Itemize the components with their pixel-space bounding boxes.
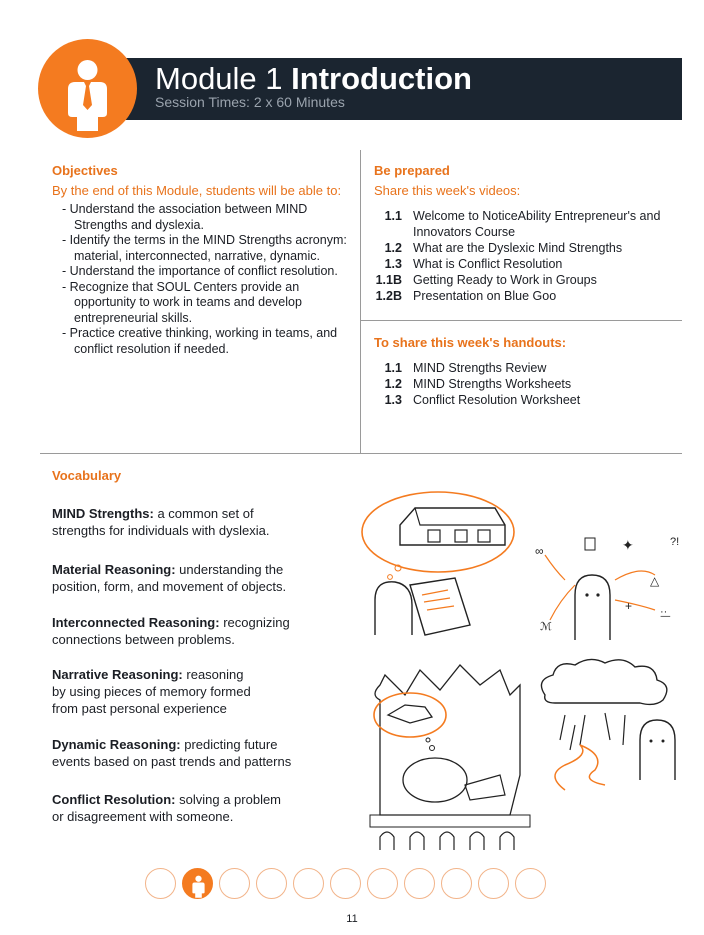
interconnected-reasoning-illustration	[530, 530, 690, 650]
money-icon[interactable]	[478, 868, 509, 899]
module-icon-strip	[145, 868, 546, 899]
vocab-entry: Interconnected Reasoning: recognizing connections between problems.	[52, 615, 290, 647]
narrative-reasoning-illustration	[360, 655, 540, 855]
handout-item: 1.3 Conflict Resolution Worksheet	[384, 393, 581, 407]
handout-item: 1.2 MIND Strengths Worksheets	[384, 377, 572, 391]
section-divider	[361, 320, 682, 321]
globe-icon[interactable]	[515, 868, 546, 899]
handout-list	[372, 360, 672, 408]
vocab-entry: Narrative Reasoning: reasoning by using pieces of memory formed from past personal experience	[52, 667, 251, 716]
svg-text:△: △	[650, 574, 660, 588]
svg-text:+: +	[625, 599, 633, 613]
objectives-section	[52, 163, 347, 357]
idea-icon[interactable]	[293, 868, 324, 899]
brain-icon[interactable]	[145, 868, 176, 899]
dynamic-reasoning-illustration	[535, 655, 685, 795]
objective-item: - Understand the association between MIND Strengths and dyslexia.	[62, 202, 308, 232]
page-title: Module 1 Introduction	[155, 61, 472, 96]
session-times: Session Times: 2 x 60 Minutes	[155, 94, 345, 110]
objective-item: - Practice creative thinking, working in teams, and conflict resolution if needed.	[62, 326, 338, 356]
video-item: 1.2B Presentation on Blue Goo	[375, 289, 557, 303]
vocab-entry: Material Reasoning: understanding the position, form, and movement of objects.	[52, 562, 287, 594]
people-icon[interactable]	[256, 868, 287, 899]
vocab-entry: Conflict Resolution: solving a problem or disagreement with someone.	[52, 792, 282, 824]
handouts-heading: To share this week's handouts:	[374, 335, 567, 350]
objectives-heading: Objectives	[52, 163, 118, 178]
column-divider	[360, 150, 361, 453]
section-divider	[40, 453, 682, 454]
video-item: 1.3 What is Conflict Resolution	[384, 257, 563, 271]
svg-text:✦: ✦	[622, 537, 634, 553]
svg-text:ℳ: ℳ	[540, 621, 552, 633]
person-icon[interactable]	[182, 868, 213, 899]
svg-text:?!: ?!	[670, 536, 680, 548]
handshake-icon[interactable]	[330, 868, 361, 899]
objective-item: - Recognize that SOUL Centers provide an opportunity to work in teams and develop entrepreneurial skills.	[62, 279, 302, 325]
be-prepared-intro: Share this week's videos:	[374, 183, 521, 198]
objective-item: - Understand the importance of conflict resolution.	[62, 264, 338, 278]
team-icon[interactable]	[441, 868, 472, 899]
page-number: 11	[346, 913, 358, 925]
lightbulb-icon[interactable]	[219, 868, 250, 899]
objective-item: - Identify the terms in the MIND Strengths acronym: material, interconnected, narrative, dynamic.	[62, 233, 347, 263]
be-prepared-heading: Be prepared	[374, 163, 450, 178]
svg-text:·͟·: ·͟·	[660, 606, 668, 618]
handout-item: 1.1 MIND Strengths Review	[384, 361, 547, 375]
material-reasoning-illustration	[360, 490, 530, 640]
module-logo	[38, 39, 137, 138]
vocab-entry: Dynamic Reasoning: predicting future events based on past trends and patterns	[52, 737, 292, 769]
video-item: 1.2 What are the Dyslexic Mind Strengths	[384, 241, 623, 255]
video-list	[372, 208, 672, 304]
vocabulary-heading: Vocabulary	[52, 468, 122, 483]
svg-text:∞: ∞	[535, 544, 544, 558]
vocab-entry: MIND Strengths: a common set of strengths for individuals with dyslexia.	[52, 506, 270, 538]
document-icon[interactable]	[367, 868, 398, 899]
objectives-intro: By the end of this Module, students will be able to:	[52, 183, 342, 198]
video-item: 1.1B Getting Ready to Work in Groups	[375, 273, 597, 287]
presentation-icon[interactable]	[404, 868, 435, 899]
video-item: 1.1 Welcome to NoticeAbility Entrepreneur's and Innovators Course	[384, 209, 661, 239]
person-icon	[38, 39, 137, 138]
